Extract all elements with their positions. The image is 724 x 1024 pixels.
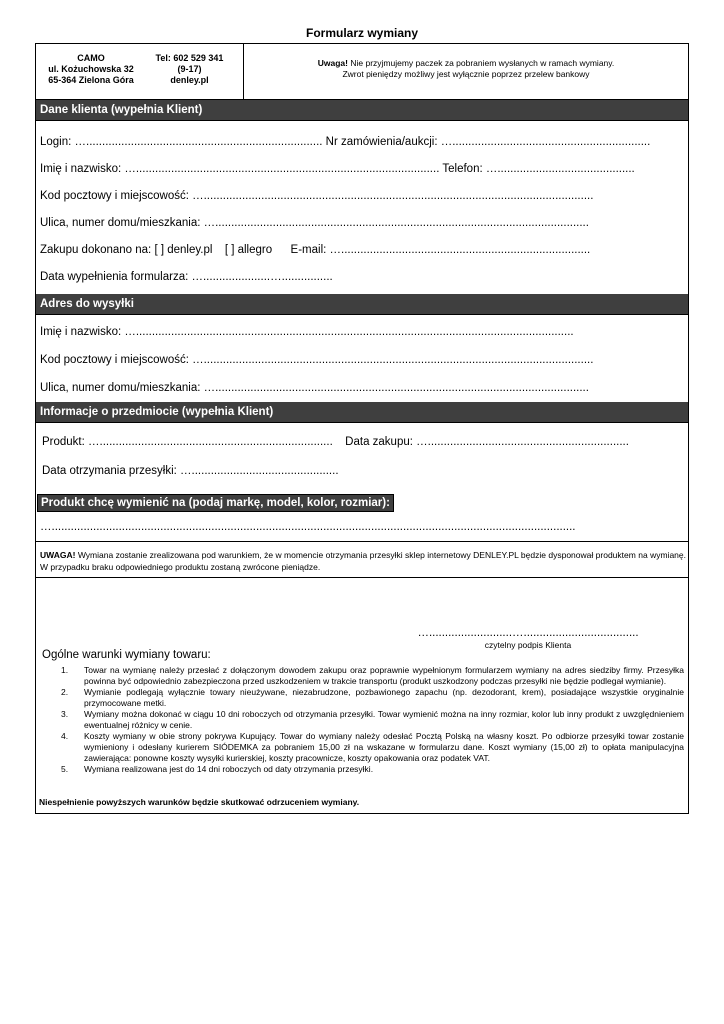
form-date-label: Data wypełnienia formularza: ….....................…................	[40, 271, 333, 283]
signature-block[interactable]	[408, 627, 648, 650]
shipping-postal-label: Kod pocztowy i miejscowość: …..........................................................................................................................	[40, 354, 594, 366]
terms-item-number: 1.	[61, 665, 69, 675]
exchange-line: …....................................................................................................................................................................	[40, 521, 576, 533]
exchange-field[interactable]	[40, 521, 576, 533]
shipping-name-field[interactable]	[40, 326, 574, 338]
terms-list	[36, 665, 688, 775]
divider	[36, 314, 688, 315]
terms-item-number: 3.	[61, 709, 69, 719]
warning-body: Wymiana zostanie zrealizowana pod warunkiem, że w momencie otrzymania przesyłki sklep internetowy DENLEY.PL będzie dysponował produktem na wymianę. W przypadku braku odpowiedniego produktu zostaną zwrócone pieniądze.	[40, 550, 686, 572]
login-label: Login: …..........................................................................	[40, 136, 323, 148]
section-client-header: Dane klienta (wypełnia Klient)	[36, 100, 688, 120]
terms-item	[36, 687, 688, 709]
terms-item-text: Towar na wymianę należy przesłać z dołączonym dowodem zakupu oraz poprawnie wypełnionym formularzem wymiany na adres siedziby firmy. Przesyłka powinna być odpowiednio zabezpieczona przed uszkodzeniem w trakcie transportu (produkt uszkodzony podczas przesyłki nie będzie podlegał wymianie).	[84, 665, 684, 686]
order-label: Nr zamówienia/aukcji: …..............................................................	[325, 136, 651, 148]
shipping-name-label: Imię i nazwisko: ….........................................................................................................................................	[40, 326, 574, 338]
signature-line: …..........................…....................................	[417, 627, 639, 639]
terms-item-number: 5.	[61, 764, 69, 774]
terms-item-text: Koszty wymiany w obie strony pokrywa Kupujący. Towar do wymiany należy odesłać Pocztą Polską na własny koszt. Po odbiorze przesyłki towar zostanie wymieniony i odesłany kurierem SIÓDEMKA za pobraniem 15,00 zł na wskazane w formularzu dane. Koszt wymiany (15,00 zł) to opłata manipulacyjna zawierająca: ponowne koszty wysyłki kurierskiej, koszty pracownicze, koszty opakowania oraz podatek VAT.	[84, 731, 684, 763]
company-name: CAMO	[77, 53, 105, 63]
page-title: Formularz wymiany	[305, 26, 419, 40]
terms-title: Ogólne warunki wymiany towaru:	[42, 649, 211, 661]
phone-label: Telefon: …...........................................	[442, 163, 635, 175]
product-label: Produkt: ….........................................................................	[42, 436, 333, 448]
notice	[244, 58, 688, 80]
terms-item	[36, 665, 688, 687]
purchase-date-label: Data zakupu: …...............................................................	[345, 436, 629, 448]
company-site: denley.pl	[170, 75, 209, 85]
purchase-denley-checkbox[interactable]: Zakupu dokonano na: [ ] denley.pl	[40, 244, 213, 256]
postal-field[interactable]	[40, 190, 593, 202]
form-date-field[interactable]	[40, 271, 333, 283]
receipt-date-label: Data otrzymania przesyłki: …..............................................	[42, 465, 339, 477]
section-shipping-header: Adres do wysyłki	[36, 294, 688, 314]
name-label: Imię i nazwisko: …...............................................................................................	[40, 163, 440, 175]
company-address	[36, 53, 146, 86]
terms-item-text: Wymiany można dokonać w ciągu 10 dni roboczych od otrzymania przesyłki. Towar wymienić można na inny rozmiar, kolor lub inny produkt z uwzględnieniem ewentualnej różnicy w cenie.	[84, 709, 684, 730]
company-info	[36, 53, 243, 99]
warning-text	[40, 549, 686, 573]
divider	[36, 577, 688, 578]
company-hours: (9-17)	[177, 64, 202, 74]
company-city: 65-364 Zielona Góra	[48, 75, 134, 85]
exchange-form	[35, 43, 689, 814]
name-field[interactable]	[40, 163, 635, 175]
notice-line2: Zwrot pieniędzy możliwy jest wyłącznie poprzez przelew bankowy	[342, 69, 590, 79]
notice-bold: Uwaga!	[317, 58, 348, 68]
product-field[interactable]	[42, 436, 629, 448]
street-field[interactable]	[40, 217, 589, 229]
shipping-postal-field[interactable]	[40, 354, 593, 366]
header-box	[36, 44, 688, 100]
signature-label: czytelny podpis Klienta	[484, 640, 572, 650]
notice-line1: Nie przyjmujemy paczek za pobraniem wysłanych w ramach wymiany.	[347, 58, 615, 68]
terms-item	[36, 764, 688, 775]
divider	[36, 422, 688, 423]
divider	[36, 120, 688, 121]
login-field[interactable]	[40, 136, 650, 148]
shipping-street-label: Ulica, numer domu/mieszkania: ….....................................................................................................................	[40, 382, 589, 394]
purchase-allegro-checkbox[interactable]: [ ] allegro	[224, 244, 273, 256]
terms-item	[36, 709, 688, 731]
company-contact	[142, 53, 237, 86]
warning-bold: UWAGA!	[40, 550, 76, 560]
terms-item-number: 4.	[61, 731, 69, 741]
terms-item-text: Wymiana realizowana jest do 14 dni roboczych od daty otrzymania przesyłki.	[84, 764, 374, 774]
exchange-label: Produkt chcę wymienić na (podaj markę, model, kolor, rozmiar):	[38, 495, 393, 511]
divider	[36, 541, 688, 542]
terms-item	[36, 731, 688, 764]
street-label: Ulica, numer domu/mieszkania: ….....................................................................................................................	[40, 217, 589, 229]
receipt-date-field[interactable]	[42, 465, 339, 477]
company-street: ul. Kożuchowska 32	[48, 64, 134, 74]
company-phone: Tel: 602 529 341	[155, 53, 224, 63]
section-item-header: Informacje o przedmiocie (wypełnia Klient)	[36, 402, 688, 422]
purchase-field[interactable]	[40, 244, 590, 256]
terms-item-text: Wymianie podlegają wyłącznie towary nieużywane, niezabrudzone, pozbawionego zapachu (np. dezodorant, krem), posiadające wszystkie oryginalnie przymocowane metki.	[84, 687, 684, 708]
email-label: E-mail: …..............................................................................	[290, 244, 591, 256]
postal-label: Kod pocztowy i miejscowość: …..........................................................................................................................	[40, 190, 594, 202]
final-note: Niespełnienie powyższych warunków będzie skutkować odrzuceniem wymiany.	[39, 797, 360, 807]
shipping-street-field[interactable]	[40, 382, 589, 394]
terms-item-number: 2.	[61, 687, 69, 697]
